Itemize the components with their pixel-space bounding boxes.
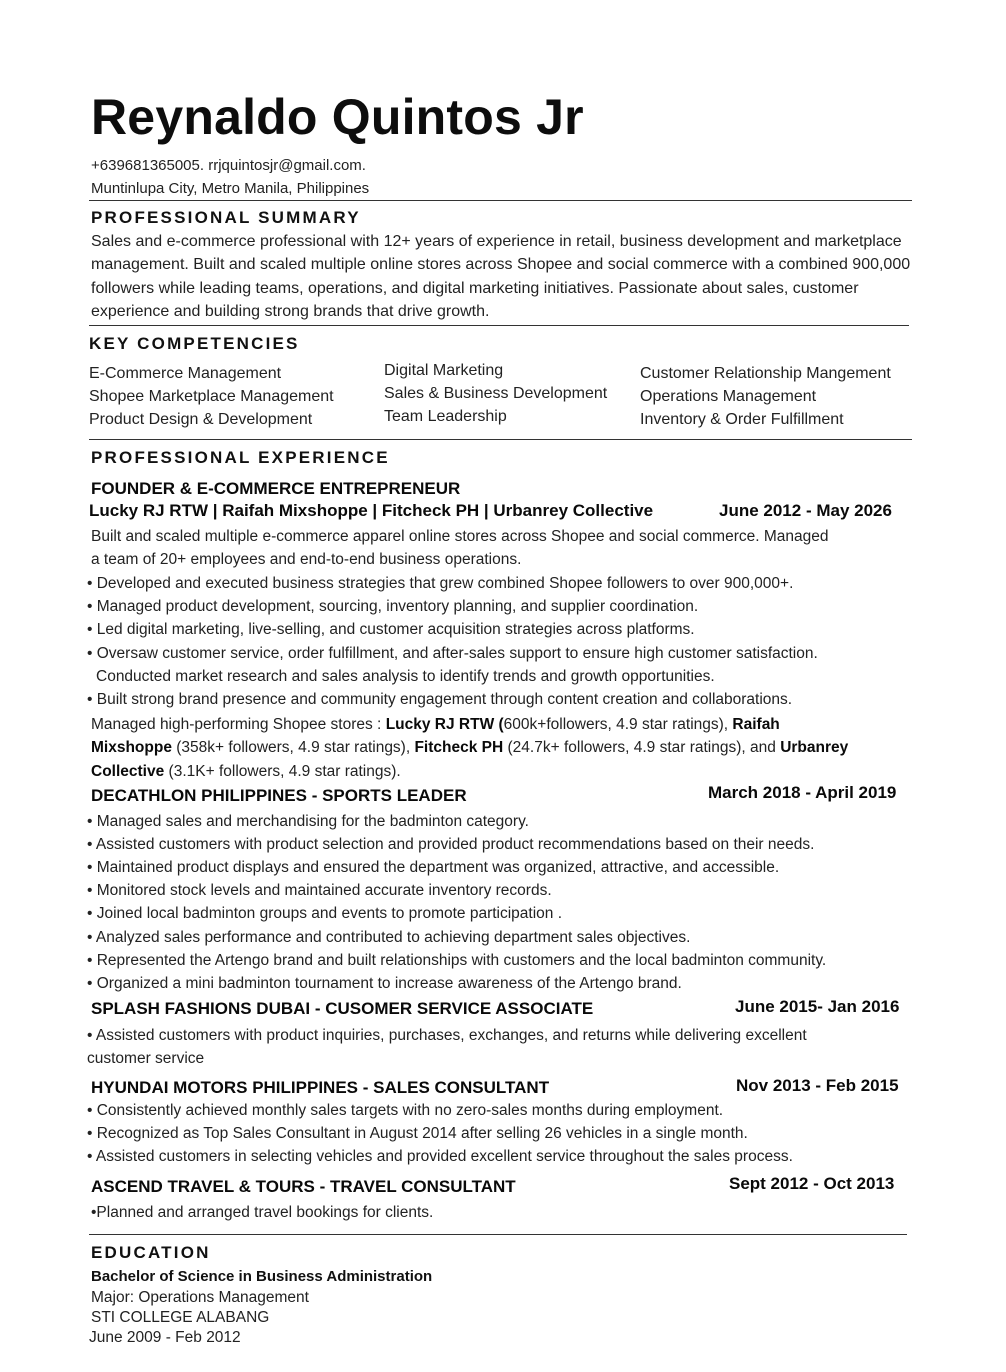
education-degree: Bachelor of Science in Business Administration (91, 1268, 433, 1285)
store-name: Mixshoppe (91, 739, 172, 756)
job-bullet: • Built strong brand presence and community engagement through content creation and collaborations. (87, 691, 793, 708)
competency-item: Customer Relationship Mangement (640, 365, 891, 382)
education-dates: June 2009 - Feb 2012 (89, 1329, 241, 1346)
job-title: HYUNDAI MOTORS PHILIPPINES - SALES CONSULTANT (91, 1078, 550, 1097)
store-name: Collective (91, 763, 165, 780)
stores-line (91, 763, 401, 781)
job-bullet: • Joined local badminton groups and events to promote participation . (87, 905, 563, 922)
contact-phone-email: +639681365005. rrjquintosjr@gmail.com. (91, 157, 366, 174)
education-school: STI COLLEGE ALABANG (91, 1309, 270, 1326)
divider (89, 439, 912, 440)
job-bullet: • Managed sales and merchandising for the badminton category. (87, 813, 529, 830)
job-bullet: • Led digital marketing, live-selling, and customer acquisition strategies across platforms. (87, 621, 695, 638)
store-name: Fitcheck PH (414, 739, 504, 756)
store-detail: (3.1K+ followers, 4.9 star ratings). (164, 763, 401, 780)
job-companies: Lucky RJ RTW | Raifah Mixshoppe | Fitcheck PH | Urbanrey Collective (89, 501, 654, 520)
competency-item: Team Leadership (384, 408, 507, 425)
competency-item: Sales & Business Development (384, 385, 608, 402)
competencies-heading: KEY COMPETENCIES (89, 334, 300, 353)
job-bullet: • Assisted customers in selecting vehicles and provided excellent service throughout the sales process. (87, 1148, 793, 1165)
job-title: FOUNDER & E-COMMERCE ENTREPRENEUR (91, 479, 461, 498)
job-title: DECATHLON PHILIPPINES - SPORTS LEADER (91, 786, 467, 805)
job-bullet: • Recognized as Top Sales Consultant in August 2014 after selling 26 vehicles in a single month. (87, 1125, 748, 1142)
job-date: June 2012 - May 2026 (719, 501, 892, 520)
job-title: SPLASH FASHIONS DUBAI - CUSOMER SERVICE ASSOCIATE (91, 999, 594, 1018)
experience-heading: PROFESSIONAL EXPERIENCE (91, 448, 390, 467)
store-name: Lucky RJ RTW ( (385, 716, 504, 733)
job-date: Nov 2013 - Feb 2015 (736, 1076, 899, 1095)
summary-text: Sales and e-commerce professional with 12+ years of experience in retail, business development and marketplace management. Built and scaled multiple online stores across Shopee and social commerce with a combined 900,000 followers while leading teams, operations, and digital marketing initiatives. Passionate about sales, customer experience and building strong brands that drive growth. (91, 233, 911, 321)
job-bullet: • Oversaw customer service, order fulfillment, and after-sales support to ensure high customer satisfaction. (87, 645, 818, 662)
job-title: ASCEND TRAVEL & TOURS - TRAVEL CONSULTANT (91, 1177, 516, 1196)
stores-line (91, 716, 780, 734)
competency-item: Product Design & Development (89, 411, 313, 428)
competency-item: Digital Marketing (384, 362, 504, 379)
job-bullet: • Assisted customers with product selection and provided product recommendations based on their needs. (87, 836, 815, 853)
job-bullet: • Maintained product displays and ensured the department was organized, attractive, and accessible. (87, 859, 780, 876)
competency-item: Operations Management (640, 388, 817, 405)
divider (89, 1234, 907, 1235)
stores-line (91, 739, 848, 757)
job-bullet: •Planned and arranged travel bookings for clients. (91, 1204, 434, 1221)
candidate-name: Reynaldo Quintos Jr (91, 89, 584, 145)
store-name: Urbanrey (780, 739, 849, 756)
job-bullet: • Analyzed sales performance and contributed to achieving department sales objectives. (87, 929, 691, 946)
job-description: a team of 20+ employees and end-to-end business operations. (91, 551, 522, 568)
job-date: Sept 2012 - Oct 2013 (729, 1174, 895, 1193)
job-bullet: • Developed and executed business strategies that grew combined Shopee followers to over 900,000+. (87, 575, 794, 592)
job-bullet: Conducted market research and sales analysis to identify trends and growth opportunities. (96, 668, 715, 685)
store-detail: (24.7k+ followers, 4.9 star ratings), and (503, 739, 781, 756)
job-bullet: • Managed product development, sourcing, inventory planning, and supplier coordination. (87, 598, 699, 615)
summary-heading: PROFESSIONAL SUMMARY (91, 208, 361, 227)
store-detail: 600k+followers, 4.9 star ratings), (503, 716, 733, 733)
contact-location: Muntinlupa City, Metro Manila, Philippines (91, 180, 370, 197)
competency-item: Shopee Marketplace Management (89, 388, 334, 405)
job-bullet: • Monitored stock levels and maintained accurate inventory records. (87, 882, 552, 899)
competency-item: Inventory & Order Fulfillment (640, 411, 844, 428)
store-detail: (358k+ followers, 4.9 star ratings), (171, 739, 415, 756)
divider (89, 200, 912, 201)
divider (89, 325, 909, 326)
job-bullet: • Represented the Artengo brand and built relationships with customers and the local badminton community. (87, 952, 827, 969)
job-bullet: • Organized a mini badminton tournament to increase awareness of the Artengo brand. (87, 975, 682, 992)
stores-lead: Managed high-performing Shopee stores : (91, 716, 386, 733)
job-bullet: customer service (87, 1050, 205, 1067)
competency-item: E-Commerce Management (89, 365, 282, 382)
job-description: Built and scaled multiple e-commerce apparel online stores across Shopee and social commerce. Managed (91, 528, 829, 545)
job-date: June 2015- Jan 2016 (735, 997, 900, 1016)
education-major: Major: Operations Management (91, 1289, 309, 1306)
store-name: Raifah (732, 716, 780, 733)
job-date: March 2018 - April 2019 (708, 783, 897, 802)
job-bullet: • Assisted customers with product inquiries, purchases, exchanges, and returns while delivering excellent (87, 1027, 807, 1044)
job-bullet: • Consistently achieved monthly sales targets with no zero-sales months during employment. (87, 1102, 724, 1119)
education-heading: EDUCATION (91, 1243, 211, 1262)
